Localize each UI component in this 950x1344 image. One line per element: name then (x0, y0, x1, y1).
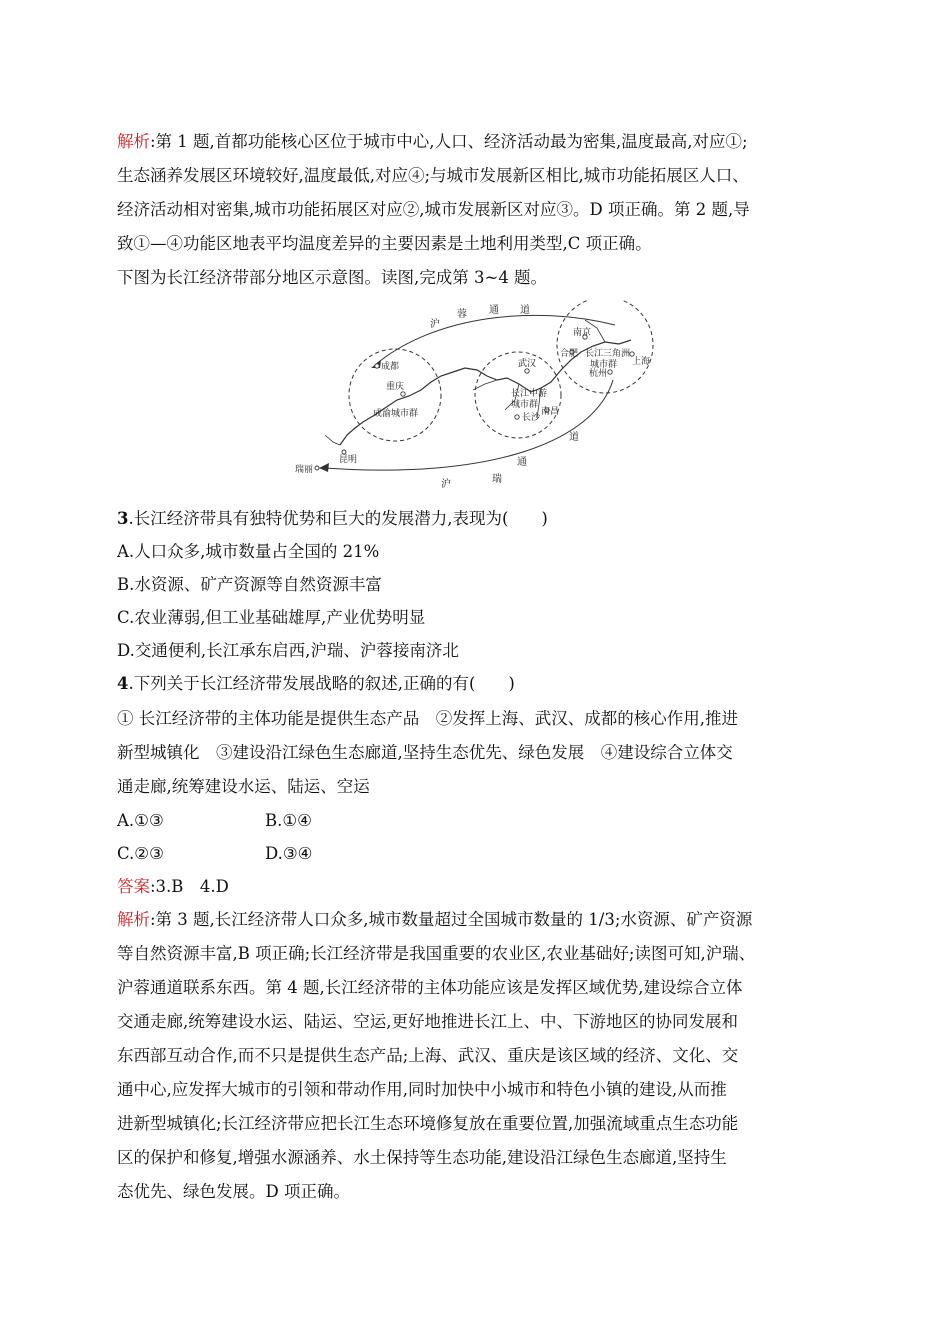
route-south-char-3: 通 (517, 457, 527, 468)
shanghai-dot (630, 352, 634, 356)
yangtze-economic-belt-map (285, 300, 675, 500)
analysis2-line-6: 通中心,应发挥大城市的引领和带动作用,同时加快中小城市和特色小镇的建设,从而推 (117, 1080, 727, 1099)
answer-line: 答案:3.B 4.D (117, 877, 229, 896)
hangzhou-label: 杭州 (589, 369, 608, 379)
q3-option-a: A.人口众多,城市数量占全国的 21% (117, 542, 380, 561)
q3-option-d: D.交通便利,长江承东启西,沪瑞、沪蓉接南济北 (117, 641, 459, 660)
route-north-char-2: 蓉 (457, 309, 467, 320)
wuhan-dot (525, 369, 529, 373)
analysis1-line-4: 致①—④功能区地表平均温度差异的主要因素是土地利用类型,C 项正确。 (117, 234, 652, 253)
ruili-dot (315, 466, 319, 470)
yangtze-delta-cluster-circle (557, 300, 653, 393)
q3-stem: 3.长江经济带具有独特优势和巨大的发展潜力,表现为( ) (117, 509, 548, 528)
route-north-char-4: 道 (520, 305, 530, 316)
q4-statement-line-3: 通走廊,统筹建设水运、陆运、空运 (117, 777, 370, 796)
hurui-route-arrow (319, 463, 329, 472)
hurui-route-line (325, 380, 613, 470)
middle-cluster-label-2: 城市群 (511, 400, 539, 410)
analysis1-label: 解析 (117, 132, 150, 151)
kunming-label: 昆明 (339, 455, 358, 465)
kunming-dot (342, 450, 346, 454)
route-north-char-1: 沪 (430, 319, 440, 330)
route-south-char-1: 沪 (441, 479, 451, 490)
analysis2-line-7: 进新型城镇化;长江经济带应把长江生态环境修复放在重要位置,加强流域重点生态功能 (117, 1114, 739, 1133)
q4-option-c: C.②③ (117, 844, 164, 863)
nanchang-label: 南昌 (541, 407, 560, 417)
shanghai-label: 上海 (632, 357, 651, 367)
chongqing-dot (401, 392, 405, 396)
q4-statement-line-2: 新型城镇化 ③建设沿江绿色生态廊道,坚持生态优先、绿色发展 ④建设综合立体交 (117, 743, 733, 762)
chengyu-cluster-label: 成渝城市群 (373, 409, 419, 419)
analysis2-label: 解析 (117, 910, 150, 929)
nanjing-label: 南京 (573, 328, 592, 338)
river-upper-tributary (325, 435, 340, 445)
hefei-label: 合肥 (560, 349, 579, 359)
delta-cluster-label-2: 城市群 (590, 360, 618, 370)
analysis2-line-2: 等自然资源丰富,B 项正确;长江经济带是我国重要的农业区,农业基础好;读图可知,沪瑞、 (117, 944, 756, 963)
ruili-label: 瑞丽 (295, 465, 314, 475)
middle-cluster-label-1: 长江中游 (511, 389, 548, 399)
route-south-char-2: 瑞 (492, 474, 502, 485)
analysis2-line-1: 解析:第 3 题,长江经济带人口众多,城市数量超过全国城市数量的 1/3;水资源、矿产资源 (117, 910, 753, 929)
q3-option-c: C.农业薄弱,但工业基础雄厚,产业优势明显 (117, 608, 426, 627)
answer-label: 答案 (117, 877, 150, 896)
delta-cluster-label-1: 长江三角洲 (585, 349, 631, 359)
wuhan-label: 武汉 (518, 359, 537, 369)
q4-option-d: D.③④ (265, 844, 313, 863)
route-south-char-4: 道 (569, 432, 579, 443)
analysis2-line-8: 区的保护和修复,增强水源涵养、水土保持等生态功能,建设沿江绿色生态廊道,坚持生 (117, 1148, 727, 1167)
analysis1-line-1: 解析:第 1 题,首都功能核心区位于城市中心,人口、经济活动最为密集,温度最高,对应①; (117, 132, 748, 151)
q4-option-b: B.①④ (265, 811, 312, 830)
analysis2-line-5: 东西部互动合作,而不只是提供生态产品;上海、武汉、重庆是该区域的经济、文化、交 (117, 1046, 739, 1065)
map-intro: 下图为长江经济带部分地区示意图。读图,完成第 3~4 题。 (117, 268, 548, 287)
analysis2-line-4: 交通走廊,统筹建设水运、陆运、空运,更好地推进长江上、中、下游地区的协同发展和 (117, 1012, 738, 1031)
q4-stem: 4.下列关于长江经济带发展战略的叙述,正确的有( ) (117, 674, 515, 693)
q4-option-a: A.①③ (117, 811, 164, 830)
analysis2-line-9: 态优先、绿色发展。D 项正确。 (117, 1182, 350, 1201)
hangzhou-dot (608, 370, 612, 374)
hurong-route-line (375, 315, 615, 365)
q3-option-b: B.水资源、矿产资源等自然资源丰富 (117, 575, 382, 594)
analysis2-line-3: 沪蓉通道联系东西。第 4 题,长江经济带的主体功能应该是发挥区域优势,建设综合立体 (117, 978, 743, 997)
q4-statement-line-1: ① 长江经济带的主体功能是提供生态产品 ②发挥上海、武汉、成都的核心作用,推进 (117, 709, 738, 728)
chongqing-label: 重庆 (386, 382, 405, 392)
analysis1-line-2: 生态涵养发展区环境较好,温度最低,对应④;与城市发展新区相比,城市功能拓展区人口、 (117, 166, 749, 185)
analysis1-line-3: 经济活动相对密集,城市功能拓展区对应②,城市发展新区对应③。D 项正确。第 2 题,导 (117, 200, 750, 219)
changsha-dot (515, 415, 519, 419)
route-north-char-3: 通 (489, 305, 499, 316)
chengdu-label: 成都 (381, 362, 400, 372)
chengdu-dot (375, 364, 379, 368)
changsha-label: 长沙 (522, 413, 541, 423)
river-tributary-han (473, 380, 497, 390)
